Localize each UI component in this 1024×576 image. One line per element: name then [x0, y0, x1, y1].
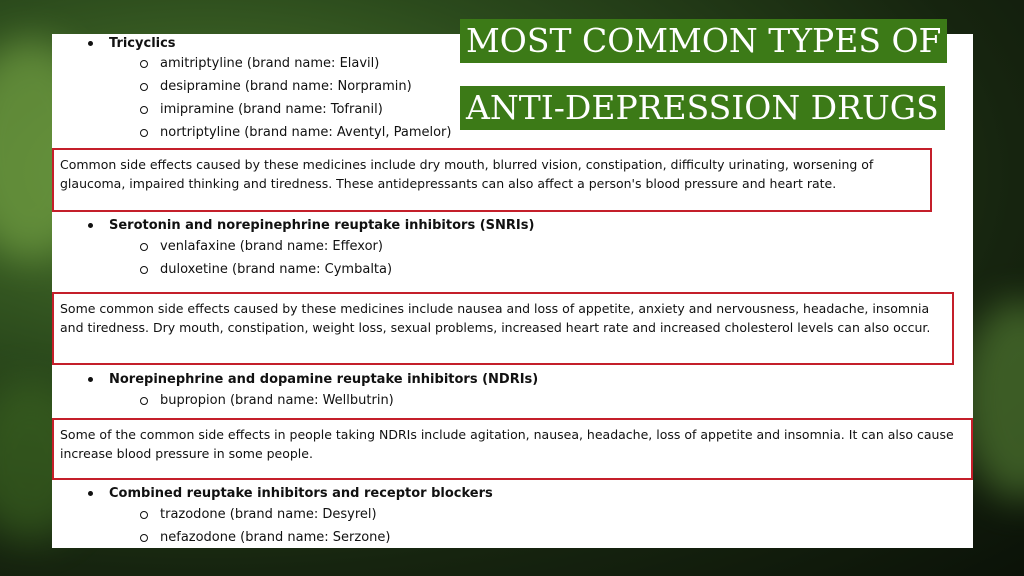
category-label: Combined reuptake inhibitors and receptor blockers: [109, 486, 493, 501]
category-label: Norepinephrine and dopamine reuptake inhibitors (NDRIs): [109, 372, 539, 387]
title-line-2: ANTI-DEPRESSION DRUGS: [460, 86, 945, 130]
bullet-icon: [88, 41, 93, 46]
category-ndris: [88, 372, 538, 387]
side-effects-box-snris: Some common side effects caused by these medicines include nausea and loss of appetite, anxiety and nervousness, headache, insomnia and tiredness. Dry mouth, constipation, weight loss, sexual problems, increased heart rate and increased cholesterol levels can also occur.: [52, 292, 954, 365]
circle-bullet-icon: [140, 511, 148, 519]
circle-bullet-icon: [140, 397, 148, 405]
title-line-1: MOST COMMON TYPES OF: [460, 19, 947, 63]
category-snris: [88, 218, 534, 233]
category-label: Serotonin and norepinephrine reuptake inhibitors (SNRIs): [109, 218, 535, 233]
drug-item: duloxetine (brand name: Cymbalta): [140, 262, 392, 277]
category-label: Tricyclics: [109, 36, 176, 51]
circle-bullet-icon: [140, 129, 148, 137]
circle-bullet-icon: [140, 60, 148, 68]
drug-item: nortriptyline (brand name: Aventyl, Pamelor): [140, 125, 451, 140]
category-combined: [88, 486, 493, 501]
side-effects-box-tricyclics: Common side effects caused by these medicines include dry mouth, blurred vision, constipation, difficulty urinating, worsening of glaucoma, impaired thinking and tiredness. These antidepressants can also affect a person's blood pressure and heart rate.: [52, 148, 932, 212]
side-effects-box-ndris: Some of the common side effects in people taking NDRIs include agitation, nausea, headache, loss of appetite and insomnia. It can also cause increase blood pressure in some people.: [52, 418, 973, 480]
drug-item: bupropion (brand name: Wellbutrin): [140, 393, 394, 408]
circle-bullet-icon: [140, 266, 148, 274]
drug-item: desipramine (brand name: Norpramin): [140, 79, 412, 94]
bullet-icon: [88, 377, 93, 382]
circle-bullet-icon: [140, 83, 148, 91]
circle-bullet-icon: [140, 243, 148, 251]
category-tricyclics: [88, 36, 176, 51]
drug-item: nefazodone (brand name: Serzone): [140, 530, 390, 545]
drug-item: imipramine (brand name: Tofranil): [140, 102, 383, 117]
bullet-icon: [88, 223, 93, 228]
circle-bullet-icon: [140, 106, 148, 114]
circle-bullet-icon: [140, 534, 148, 542]
bullet-icon: [88, 491, 93, 496]
drug-item: trazodone (brand name: Desyrel): [140, 507, 377, 522]
drug-item: venlafaxine (brand name: Effexor): [140, 239, 383, 254]
drug-item: amitriptyline (brand name: Elavil): [140, 56, 379, 71]
